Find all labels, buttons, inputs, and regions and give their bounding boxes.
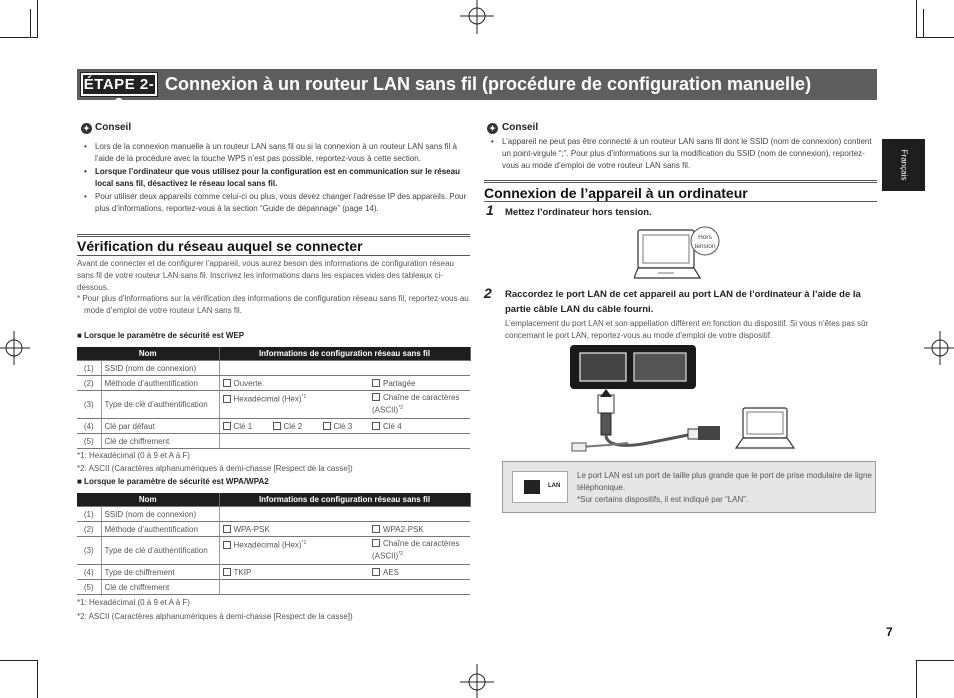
power-off-bubble: Hors tension <box>694 234 716 250</box>
step-note: L’emplacement du port LAN et son appellation diffèrent en fonction du dispositif. Si vous n’êtes pas sûr concernant le port LAN, reportez-vous au mode d’emploi de votre dispositif. <box>505 319 869 340</box>
col-header-name: Nom <box>77 347 219 361</box>
table-row: (1) SSID (nom de connexion) <box>77 507 470 522</box>
wep-table <box>77 347 471 449</box>
checkbox-option[interactable]: WPA2-PSK <box>369 522 470 537</box>
tip-bullet: • Lorsque l’ordinateur que vous utilisez pour la configuration est en communication sur le réseau local sans fil, désactivez le réseau local sans fil. <box>77 166 472 190</box>
step-number: 2 <box>484 285 492 301</box>
checkbox-option[interactable]: Ouverte <box>219 376 369 391</box>
lan-port-image: LAN <box>512 471 568 503</box>
registration-mark-left <box>0 326 30 370</box>
tip-icon: ✦ <box>81 123 92 134</box>
registration-mark-bottom <box>455 664 499 698</box>
checkbox-option[interactable]: Hexadécimal (Hex)$^{*1}$ <box>219 391 369 419</box>
footnote: *2: ASCII (Caractères alphanumériques à demi-chasse [Respect de la casse]) <box>77 464 353 473</box>
checkbox-option[interactable]: AES <box>369 565 470 580</box>
table-row: (2) Méthode d’authentification WPA-PSK WPA2-PSK <box>77 522 470 537</box>
tip-list <box>484 136 874 173</box>
lan-connection-illustration <box>568 343 798 455</box>
footnote: *1: Hexadécimal (0 à 9 et A à F) <box>77 451 190 460</box>
checkbox-option[interactable]: Chaîne de caractères (ASCII)$^{*2}$ <box>369 537 470 565</box>
step-badge <box>80 72 158 112</box>
table-row: (4) Clé par défaut Clé 1 Clé 2 Clé 3 Clé 4 <box>77 419 470 434</box>
checkbox-option[interactable]: Partagée <box>369 376 470 391</box>
tip-title: Conseil <box>95 122 132 133</box>
col-header-info: Informations de configuration réseau sans fil <box>219 493 470 507</box>
checkbox-option[interactable]: WPA-PSK <box>219 522 369 537</box>
tip-icon: ✦ <box>487 123 498 134</box>
lan-port-icon <box>524 480 540 494</box>
table-row: (5) Clé de chiffrement <box>77 580 470 595</box>
registration-mark-top <box>455 0 499 34</box>
step-text: Raccordez le port LAN de cet appareil au port LAN de l’ordinateur à l’aide de la partie câble LAN du câble fourni. <box>505 289 861 315</box>
checkbox-option[interactable]: TKIP <box>219 565 369 580</box>
checkbox-option[interactable]: Chaîne de caractères (ASCII)$^{*2}$ <box>369 391 470 419</box>
intro-text: Avant de connecter et de configurer l’appareil, vous aurez besoin des informations de configuration réseau sans fil de votre routeur LAN sans fil. Inscrivez les informations dans les espaces vides des tableaux ci-dessous. <box>77 259 454 292</box>
section-underline <box>77 255 470 256</box>
table-row: (5) Clé de chiffrement <box>77 434 470 449</box>
table-row: (3) Type de clé d’authentification Hexadécimal (Hex)$^{*1}$ Chaîne de caractères (ASCII)$^{*2}$ <box>77 537 470 565</box>
tip-bullet: • L’appareil ne peut pas être connecté à un routeur LAN sans fil dont le SSID (nom de connexion) contient un point-virgule “;”. Pour plus d’informations sur la modification du SSID (nom de connexion), reportez-vous au mode d’emploi de votre routeur LAN sans fil. <box>484 136 874 172</box>
checkbox-option[interactable]: Hexadécimal (Hex)$^{*1}$ <box>219 537 369 565</box>
table-row: (3) Type de clé d’authentification Hexadécimal (Hex)$^{*1}$ Chaîne de caractères (ASCII)$^{*2}$ <box>77 391 470 419</box>
intro-note: * Pour plus d’informations sur la vérification des informations de configuration réseau sans fil, reportez-vous au mode d’emploi de votre routeur LAN sans fil. <box>77 294 469 315</box>
registration-mark-right <box>924 326 954 370</box>
tip-list <box>77 141 472 216</box>
section-rule <box>484 180 877 183</box>
wep-heading: ■ Lorsque le paramètre de sécurité est WEP <box>77 331 245 340</box>
tip-bullet: • Lors de la connexion manuelle à un routeur LAN sans fil ou si la connexion à un routeur LAN sans fil à l’aide de la procédure avec la touche WPS n’est pas possible, reportez-vous à cette section. <box>77 141 472 165</box>
language-tab <box>882 139 925 191</box>
checkbox-option[interactable]: Clé 2 <box>273 421 323 432</box>
table-row: (2) Méthode d’authentification Ouverte Partagée <box>77 376 470 391</box>
footnote: *1: Hexadécimal (0 à 9 et A à F) <box>77 598 190 607</box>
page-number: 7 <box>886 625 893 639</box>
section-rule <box>77 234 470 237</box>
language-label: Français <box>899 149 909 181</box>
step-number: 1 <box>486 202 494 218</box>
step-label: ÉTAPE 2-2 <box>83 76 155 112</box>
step-text: Mettez l’ordinateur hors tension. <box>505 207 652 218</box>
col-header-info: Informations de configuration réseau sans fil <box>219 347 470 361</box>
checkbox-option[interactable]: Clé 1 <box>223 421 273 432</box>
col-header-name: Nom <box>77 493 219 507</box>
tip-bullet: • Pour utiliser deux appareils comme celui-ci ou plus, vous devez changer l’adresse IP des appareils. Pour plus d’informations, reportez-vous à la section “Guide de dépannage” (page 14). <box>77 191 472 215</box>
checkbox-option[interactable]: Clé 4 <box>369 419 470 434</box>
checkbox-option[interactable]: Clé 3 <box>323 422 353 431</box>
lan-info-text: Le port LAN est un port de taille plus grande que le port de prise modulaire de ligne téléphonique. *Sur certains dispositifs, il est indiqué par “LAN”. <box>577 471 872 504</box>
table-row: (4) Type de chiffrement TKIP AES <box>77 565 470 580</box>
section-underline <box>484 201 877 202</box>
footnote: *2: ASCII (Caractères alphanumériques à demi-chasse [Respect de la casse]) <box>77 612 353 621</box>
table-row: (1) SSID (nom de connexion) <box>77 361 470 376</box>
section-title: Vérification du réseau auquel se connecter <box>77 238 363 254</box>
wpa-heading: ■ Lorsque le paramètre de sécurité est WPA/WPA2 <box>77 477 269 486</box>
wpa-table <box>77 493 471 595</box>
section-title: Connexion de l’appareil à un ordinateur <box>484 185 748 201</box>
tip-title: Conseil <box>502 122 539 133</box>
page-title: Connexion à un routeur LAN sans fil (procédure de configuration manuelle) <box>165 74 812 94</box>
